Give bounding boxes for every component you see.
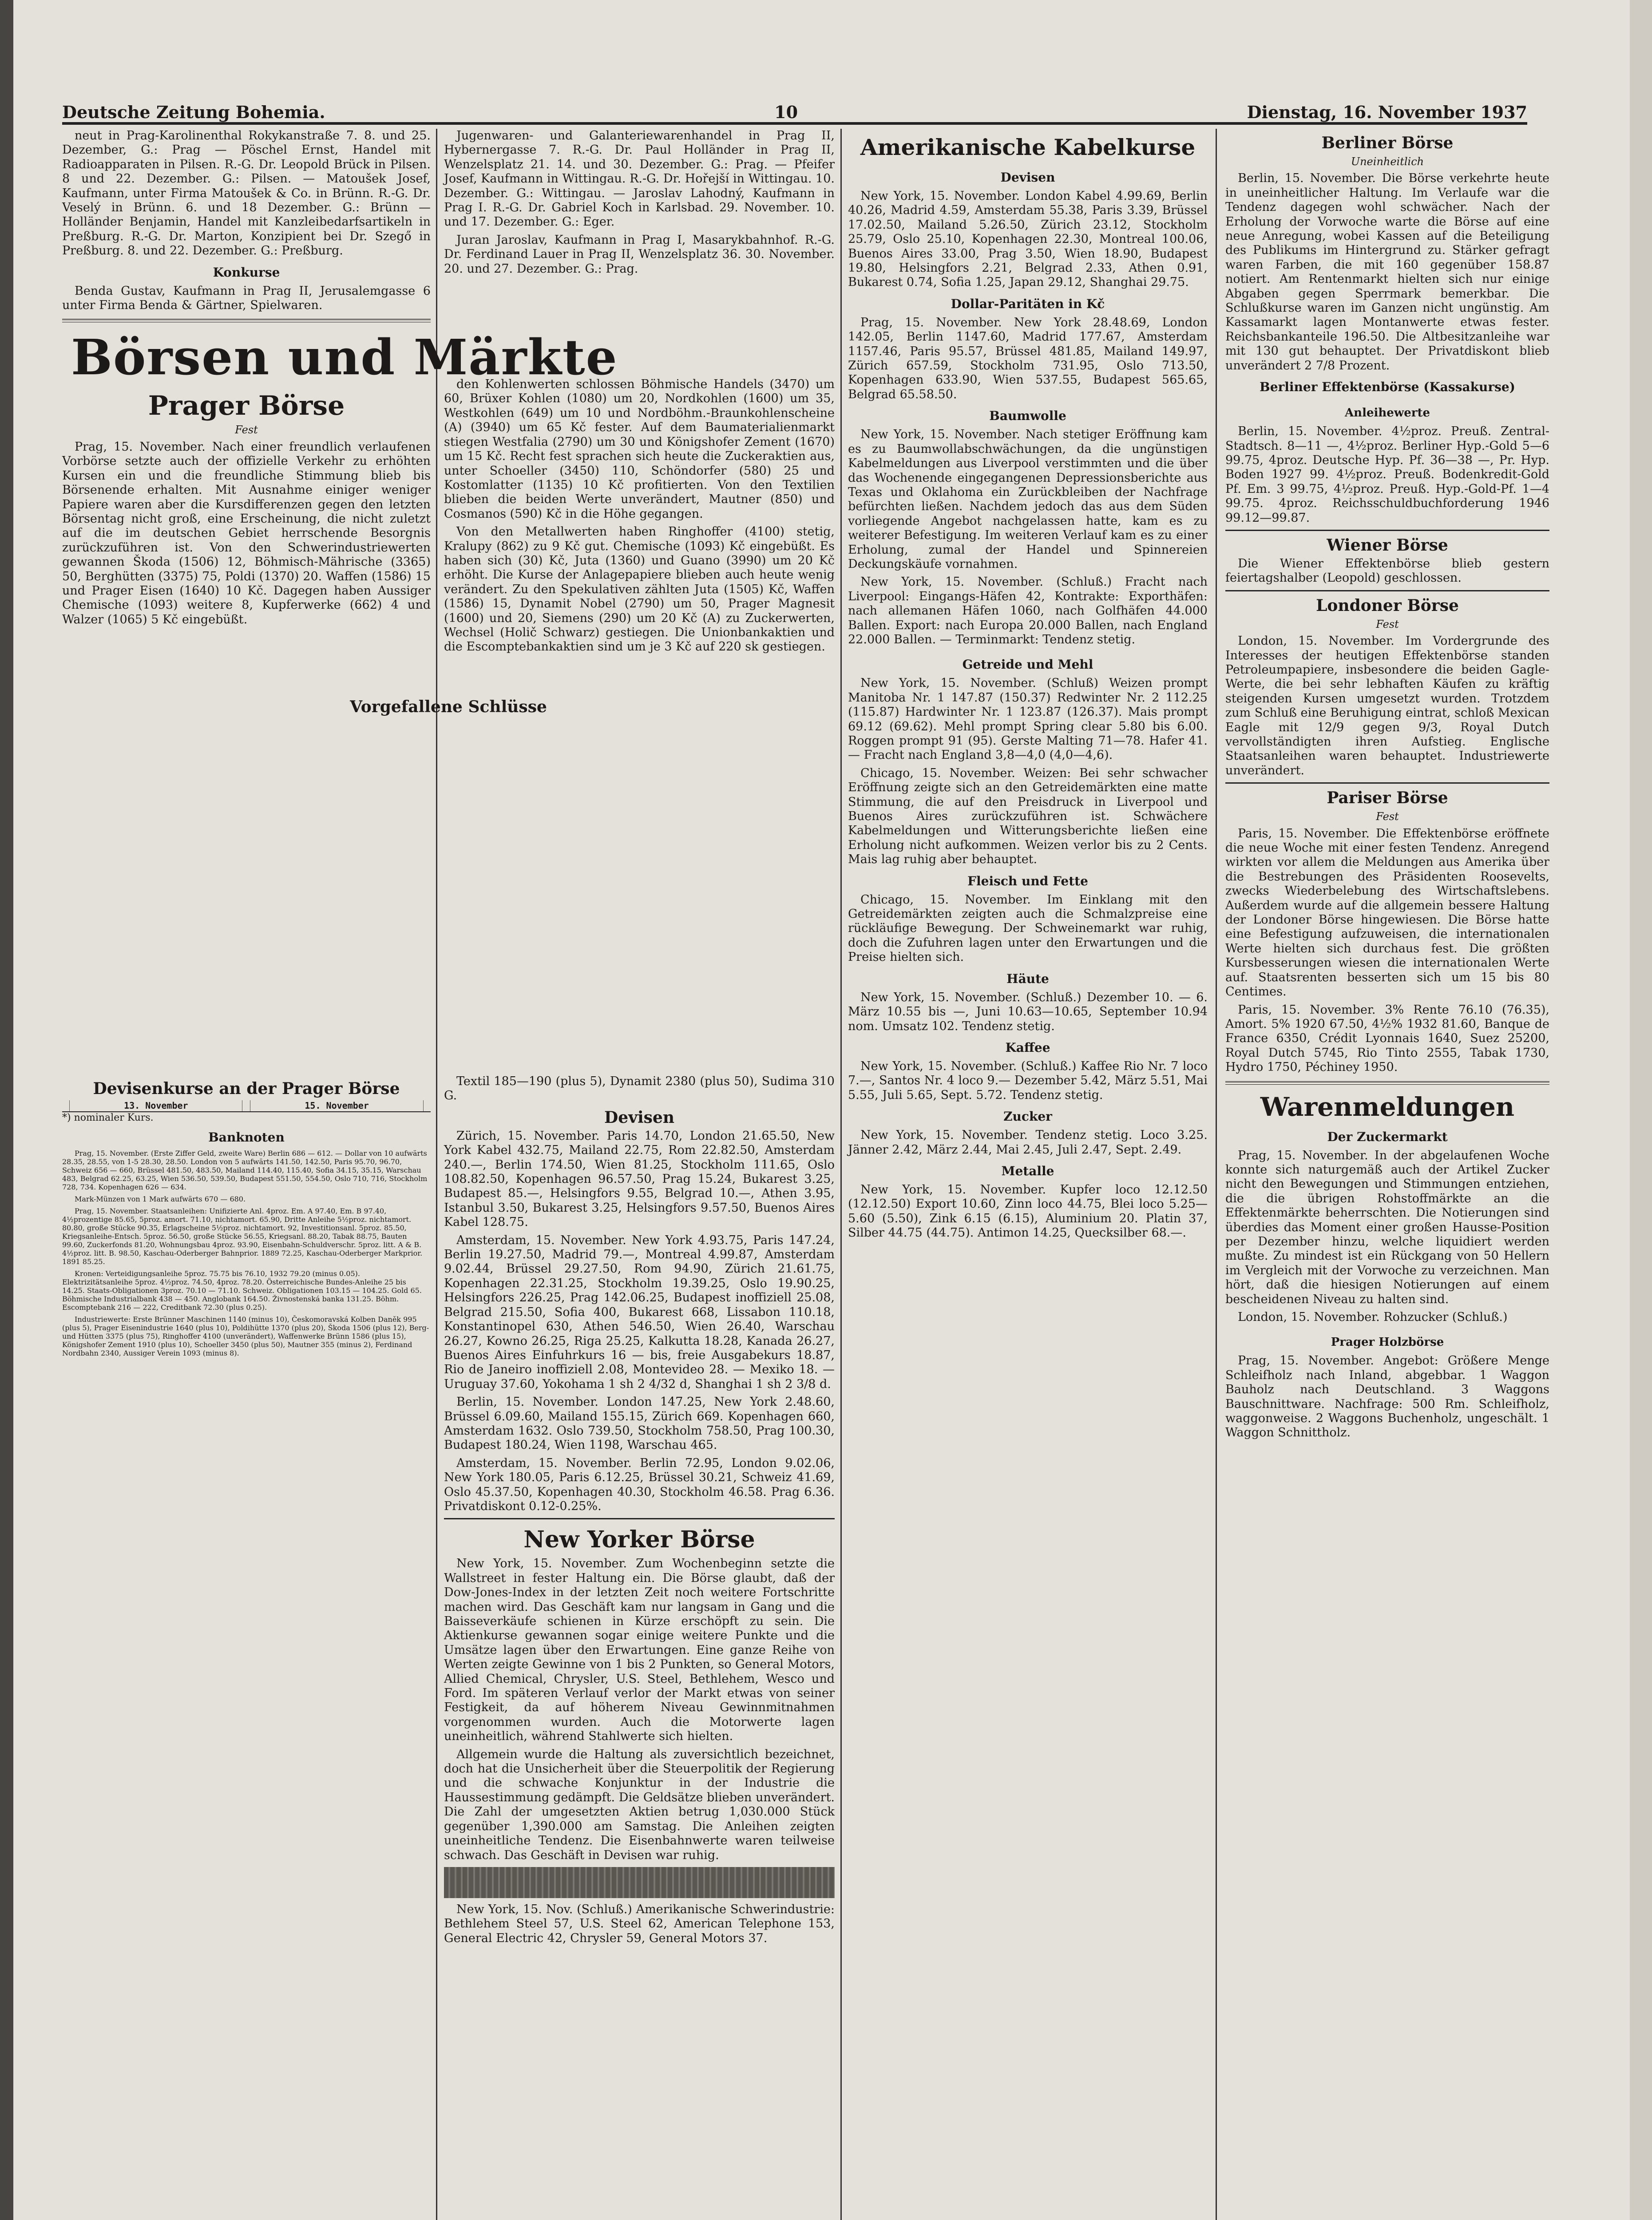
degraded-print: [444, 1867, 835, 1898]
article-text: Prag, 15. November. (Erste Ziffer Geld, zweite Ware) Berlin 686 — 612. — Dollar von 10 aufwärts 28.35, 28.55, von 1-5 28.30, 28.50. London von 5 aufwärts 141.50, 142.50, Paris 95.70, 96.70, Schweiz 656 — 660, Brüssel 481.50, 483.50, Mailand 114.40, 115.40, Sofia 34.15, 35.15, Warschau 483, Belgrad 62.25, 63.25, Wien 536.50, 539.50, Budapest 551.50, 554.50, Oslo 710, 716, Stockholm 728, 734. Kopenhagen 626 — 634.: [62, 1149, 428, 1191]
section-heading: Prager Börse: [148, 390, 345, 422]
section-subheading: Metalle: [1001, 1163, 1054, 1178]
section-subheading: Dollar-Paritäten in Kč: [951, 296, 1105, 311]
article-text: New York, 15. November. (Schluß.) Fracht nach Liverpool: Eingangs-Häfen 42, Kontrakte: Exporthäfen: nach allemanen Häfen 1060, nach Golfhäfen 44.000 Ballen. Export: nach Europa 20.000 Ballen, nach England 22.000 Ballen. — Terminmarkt: Tendenz stetig.: [848, 575, 1208, 646]
section-subheading: Baumwolle: [989, 408, 1066, 424]
section-subheading: Fest: [235, 424, 258, 436]
article-text: Prag, 15. November. Staatsanleihen: Unifizierte Anl. 4proz. Em. A 97.40, Em. B 97.40, 4½prozentige 85.65, 5proz. amort. 71.10, nichtamort. 65.90, Dritte Anleihe 5½proz. nichtamort. 80.80, große Stücke 90.35, Erlagscheine 5½proz. nichtamort. 92, Investitionsanl. 5proz. 85.50, Kriegsanleihe-Entsch. 5proz. 56.50, große Stücke 56.55, Kriegsanl. 88.20, Tabak 88.75, Bauten 99.60, Zuckerfonds 81.20, Wohnungsbau 4proz. 93.90, Eisenbahn-Schuldverschr. 5proz. litt. A & B. 4½proz. litt. B. 98.50, Kaschau-Oderberger Bahnprior. 1889 72.25, Kaschau-Oderberger Markprior. 1891 85.25.: [62, 1207, 423, 1266]
column-2-lower: [444, 1074, 835, 1949]
article-text: Amsterdam, 15. November. Berlin 72.95, London 9.02.06, New York 180.05, Paris 6.12.25, Brüssel 30.21, Schweiz 41.69, Oslo 45.37.50, Kopenhagen 40.30, Stockholm 46.58. Prag 6.36. Privatdiskont 0.12-0.25%.: [444, 1456, 835, 1513]
section-heading: Devisenkurse an der Prager Börse: [93, 1079, 400, 1098]
article-text: New York, 15. November. (Schluß.) Kaffee Rio Nr. 7 loco 7.—, Santos Nr. 4 loco 9.— Dezember 5.42, März 5.51, Mai 5.55, Juli 5.65, Sept. 5.72. Tendenz stetig.: [848, 1059, 1208, 1102]
section-heading: Vorgefallene Schlüsse: [350, 698, 547, 716]
section-subheading: Anleihewerte: [1345, 406, 1430, 420]
article-text: Industriewerte: Erste Brünner Maschinen 1140 (minus 10), Českomoravská Kolben Daněk 995 (plus 5), Prager Eisenindustrie 1640 (plus 10), Poldihütte 1370 (plus 20), Škoda 1506 (plus 12), Berg- und Hütten 3375 (plus 75), Ringhoffer 4100 (unverändert), Waffenwerke Brünn 1586 (plus 15), Königshofer Zement 1910 (plus 10), Schoeller 3450 (plus 50), Mautner 355 (minus 2), Ferdinand Nordbahn 2340, Aussiger Verein 1093 (minus 8).: [62, 1315, 429, 1357]
footnote: *) nominaler Kurs.: [62, 1112, 154, 1123]
devisen-block: [62, 1074, 431, 1361]
article-text: Amsterdam, 15. November. New York 4.93.75, Paris 147.24, Berlin 19.27.50, Madrid 79.—, Montreal 4.99.87, Amsterdam 9.02.44, Brüssel 29.27.50, Rom 94.90, Zürich 21.61.75, Kopenhagen 22.31.25, Stockholm 19.39.25, Oslo 19.90.25, Helsingfors 226.25, Prag 142.06.25, Budapest inoffiziell 25.08, Belgrad 215.50, Sofia 400, Bukarest 668, Lissabon 110.18, Konstantinopel 630, Athen 546.50, Wien 26.40, Warschau 26.27, Kowno 26.25, Riga 25.25, Kalkutta 18.28, Kanada 26.27, Buenos Aires Einfuhrkurs 16 — bis, freie Ausgabekurs 18.87, Rio de Janeiro inoffiziell 2.08, Montevideo 28. — Mexiko 18. — Uruguay 37.60, Yokohama 1 sh 2 4/32 d, Shanghai 1 sh 2 3/8 d.: [444, 1233, 835, 1391]
article-text: Die Wiener Effektenbörse blieb gestern feiertagshalber (Leopold) geschlossen.: [1225, 556, 1549, 585]
section-subheading: Der Zuckermarkt: [1327, 1129, 1448, 1144]
divider: [1225, 530, 1549, 531]
article-text: New York, 15. November. Zum Wochenbeginn setzte die Wallstreet in fester Haltung ein. Die Börse glaubt, daß der Dow-Jones-Index in der letzten Zeit noch weitere Fortschritte machen wird. Das Geschäft kam nur langsam in Gang und die Baisseverkäufe schienen in Kürze erschöpft zu sein. Die Aktienkurse gewannen sogar einige weitere Punkte und die Umsätze lagen über den Erwartungen. Eine ganze Reihe von Werten zeigte Gewinne von 1 bis 2 Punkten, so General Motors, Allied Chemical, Chrysler, U.S. Steel, Bethlehem, Wesco und Ford. Im späteren Verlauf verlor der Markt etwas von seiner Festigkeit, da auf höherem Niveau Gewinnmitnahmen vorgenommen wurden. Auch die Motorwerte lagen uneinheitlich, während Stahlwerte sich hielten.: [444, 1557, 835, 1744]
table-header: [242, 1100, 250, 1112]
article-text: Zürich, 15. November. Paris 14.70, London 21.65.50, New York Kabel 432.75, Mailand 22.75, Rom 22.82.50, Amsterdam 240.—, Berlin 174.50, Wien 81.25, Stockholm 111.65, Oslo 108.82.50, Kopenhagen 96.57.50, Prag 15.24, Bukarest 3.25, Budapest 85.—, Helsingfors 9.55, Belgrad 10.—, Athen 3.95, Istanbul 3.50, Bukarest 3.25, Helsingfors 9.57.50, Buenos Aires Kabel 128.75.: [444, 1129, 835, 1229]
section-heading: Konkurse: [213, 265, 280, 280]
column-rule: [436, 129, 437, 2220]
section-subheading: Getreide und Mehl: [962, 657, 1093, 672]
article-text: Chicago, 15. November. Im Einklang mit den Getreidemärkten zeigten auch die Schmalzpreise eine rückläufige Bewegung. Der Schweinemarkt war ruhig, doch die Zufuhren lagen unter den Erwartungen und die Preise hielten sich.: [848, 892, 1208, 964]
section-subheading: Fest: [1376, 618, 1399, 630]
section-heading: Warenmeldungen: [1260, 1091, 1515, 1122]
article-text: New York, 15. November. (Schluß.) Dezember 10. — 6. März 10.55 bis —, Juni 10.63—10.65, September 10.94 nom. Umsatz 102. Tendenz stetig.: [848, 990, 1208, 1033]
article-text: Prag, 15. November. New York 28.48.69, London 142.05, Berlin 1147.60, Madrid 177.67, Amsterdam 1157.46, Paris 95.57, Brüssel 481.85, Mailand 149.97, Zürich 657.59, Stockholm 731.95, Oslo 713.50, Kopenhagen 633.90, Wien 537.55, Budapest 565.65, Belgrad 65.58.50.: [848, 315, 1208, 401]
article-text: Prag, 15. November. Nach einer freundlich verlaufenen Vorbörse setzte auch der offizielle Verkehr zu erhöhten Kursen ein und die freundliche Stimmung blieb bis Börsenende erhalten. Mit Ausnahme einiger weniger Papiere waren aber die Kursdifferenzen gegen den letzten Börsentag nicht groß, eine Erscheinung, die nicht zuletzt auf die im deutschen Gebiet herrschende Besorgnis zurückzuführen ist. Von den Schwerindustriewerten gewannen Škoda (1506) 12, Böhmisch-Mährische (3365) 50, Berghütten (3375) 75, Poldi (1370) 20. Waffen (1586) 15 und Prager Eisen (1640) 10 Kč. Dagegen haben Aussiger Chemische (1093) weitere 8, Kupferwerke (662) 4 und Walzer (1065) 5 Kč eingebüßt.: [62, 440, 431, 626]
article-text: London, 15. November. Rohzucker (Schluß.): [1238, 1310, 1508, 1324]
article-text: New York, 15. November. Tendenz stetig. Loco 3.25. Jänner 2.42, März 2.44, Mai 2.45, Juli 2.47, Sept. 2.49.: [848, 1128, 1208, 1157]
article-text: Allgemein wurde die Haltung als zuversichtlich bezeichnet, doch hat die Unsicherheit über die Steuerpolitik der Regierung und die schwache Konjunktur in der Industrie die Haussestimmung gedämpft. Die Geldsätze blieben unverändert. Die Zahl der umgesetzten Aktien betrug 1,030.000 Stück gegenüber 1,390.000 am Samstag. Die Anleihen zeigten uneinheitliche Tendenz. Die Eisenbahnwerte waren teilweise schwach. Das Geschäft in Devisen war ruhig.: [444, 1747, 835, 1862]
notice-text: Juran Jaroslav, Kaufmann in Prag I, Masarykbahnhof. R.-G. Dr. Ferdinand Lauer in Prag II, Wenzelsplatz 36. 30. November. 20. und 27. Dezember. G.: Prag.: [444, 233, 835, 276]
notice-text: Benda Gustav, Kaufmann in Prag II, Jerusalemgasse 6 unter Firma Benda & Gärtner, Spielwaren.: [62, 284, 431, 313]
column-3: [848, 129, 1208, 2220]
section-heading: Wiener Börse: [1327, 535, 1448, 555]
article-text: Berlin, 15. November. London 147.25, New York 2.48.60, Brüssel 6.09.60, Mailand 155.15, Zürich 669. Kopenhagen 660, Amsterdam 1632. Oslo 739.50, Stockholm 758.50, Prag 100.30, Budapest 180.24, Wien 1198, Warschau 465.: [444, 1395, 835, 1452]
article-text: New York, 15. November. London Kabel 4.99.69, Berlin 40.26, Madrid 4.59, Amsterdam 55.38, Paris 3.39, Brüssel 17.02.50, Mailand 5.26.50, Zürich 23.12, Stockholm 25.79, Oslo 25.10, Kopenhagen 22.30, Montreal 100.06, Buenos Aires 33.00, Prag 3.50, Wien 18.90, Budapest 19.80, Helsingfors 2.21, Belgrad 2.33, Athen 0.91, Bukarest 0.74, Sofia 1.25, Japan 29.12, Shanghai 29.75.: [848, 189, 1208, 289]
page-header: [62, 91, 1527, 125]
table-header: [62, 1100, 70, 1112]
section-subheading: Zucker: [1003, 1109, 1052, 1124]
divider: [1225, 1081, 1549, 1085]
article-text: Prag, 15. November. Angebot: Größere Menge Schleifholz nach Inland, abgebbar. 1 Waggon Bauholz nach Deutschland. 3 Waggons Bauschnittware. Nachfrage: 500 Rm. Schleifholz, waggonweise. 2 Waggons Buchenholz, ungeschält. 1 Waggon Schnittholz.: [1225, 1354, 1549, 1440]
article-text: New York, 15. November. Nach stetiger Eröffnung kam es zu Baumwollabschwächungen, da die ungünstigen Kabelmeldungen aus Liverpool verstimmten und die über das Wochenende eingegangenen Depressionsberichte aus Texas und Oklahoma ein Zurückbleiben der Nachfrage befürchten ließen. Nachdem jedoch das aus dem Süden vorliegende Angebot nachgelassen hatte, kam es zu weiterer Befestigung. Im weiteren Verlauf kam es zu einer Erholung, zumal der Handel und Spinnereien Deckungskäufe vornahmen.: [848, 428, 1208, 571]
article-text: Mark-Münzen von 1 Mark aufwärts 670 — 680.: [75, 1195, 246, 1203]
main-title: Börsen und Märkte: [71, 329, 618, 386]
table-header: 15. November: [250, 1100, 423, 1112]
article-text: Kronen: Verteidigungsanleihe 5proz. 75.75 bis 76.10, 1932 79.20 (minus 0.05). Elektrizitätsanleihe 5proz. 4½proz. 74.50, 4proz. 78.20. Österreichische Bundes-Anleihe 25 bis 14.25. Staats-Obligationen 3proz. 70.10 — 71.10. Schweiz. Obligationen 103.15 — 104.25. Gold 65. Böhmische Industrialbank 438 — 450. Anglobank 164.50. Živnostenská banka 131.25. Böhm. Escomptebank 216 — 222, Creditbank 72.30 (plus 0.25).: [62, 1269, 422, 1312]
section-subheading: Fleisch und Fette: [967, 873, 1088, 888]
divider: [62, 319, 431, 322]
article-text: New York, 15. Nov. (Schluß.) Amerikanische Schwerindustrie: Bethlehem Steel 57, U.S. Steel 62, American Telephone 153, General Electric 42, Chrysler 59, General Motors 37.: [444, 1902, 835, 1945]
section-subheading: Kaffee: [1005, 1040, 1050, 1055]
column-4: [1225, 129, 1549, 2220]
section-subheading: Devisen: [1000, 170, 1055, 185]
section-heading: New Yorker Börse: [523, 1526, 755, 1554]
section-subheading: Uneinheitlich: [1351, 155, 1424, 168]
section-heading: Banknoten: [208, 1130, 285, 1145]
section-heading: Pariser Börse: [1327, 789, 1448, 808]
section-heading: Berliner Effektenbörse (Kassakurse): [1260, 380, 1515, 395]
column-rule: [1216, 129, 1217, 2220]
masthead: Deutsche Zeitung Bohemia.: [62, 102, 325, 122]
article-text: New York, 15. November. (Schluß) Weizen prompt Manitoba Nr. 1 147.87 (150.37) Redwinter Nr. 2 112.25 (115.87) Hardwinter Nr. 1 123.87 (126.37). Mais prompt 69.12 (69.62). Mehl prompt Spring clear 5.80 bis 6.00. Roggen prompt 91 (95). Gerste Malting 71—78. Hafer 41. — Fracht nach England 3,8—4,0 (4,0—4,6).: [848, 676, 1208, 762]
section-heading: Londoner Börse: [1316, 596, 1459, 615]
article-text: Berlin, 15. November. Die Börse verkehrte heute in uneinheitlicher Haltung. Im Verlaufe war die Tendenz dagegen wohl schwächer. Nach der Erholung der Vorwoche warte die Börse auf eine neue Anregung, wobei Kassen auf die Beteiligung des Publikums im Hintergrund zu. Stärker gefragt waren Farben, die mit 160 gegenüber 158.87 notiert. Am Rentenmarkt hielten sich nur einige Abgaben gegen Sperrmark bemerkbar. Die Schlußkurse waren im Ganzen nicht ungünstig. Am Kassamarkt lagen Montanwerte etwas fester. Reichsbankanteile 196.50. Die Altbesitzanleihe war mit 130 gut behauptet. Der Privatdiskont blieb unverändert 2 7/8 Prozent.: [1225, 171, 1549, 373]
column-rule: [840, 129, 842, 2220]
article-text: Chicago, 15. November. Weizen: Bei sehr schwacher Eröffnung zeigte sich an den Getreidemärkten eine matte Stimmung, die auf den Preisdruck in Liverpool und Buenos Aires zurückzuführen ist. Schwächere Kabelmeldungen und Witterungsberichte ließen eine Erholung nicht aufkommen. Weizen verlor bis zu 2 Cents. Mais lag ruhig aber behauptet.: [848, 766, 1208, 867]
section-subheading: Prager Holzbörse: [1331, 1336, 1444, 1349]
section-subheading: Fest: [1376, 810, 1399, 823]
table-header: [423, 1100, 431, 1112]
section-heading: Berliner Börse: [1321, 134, 1454, 152]
article-text: New York, 15. November. Kupfer loco 12.12.50 (12.12.50) Export 10.60, Zinn loco 44.75, Blei loco 5.25—5.60 (5.50), Zink 6.15 (6.15), Aluminium 20. Platin 37, Silber 44.75 (44.75). Antimon 14.25, Quecksilber 68.—.: [848, 1182, 1208, 1240]
section-heading: Devisen: [604, 1108, 675, 1127]
section-subheading: Häute: [1006, 971, 1049, 986]
article-text: London, 15. November. Im Vordergrunde des Interesses der heutigen Effektenbörse standen Petroleumpapiere, insbesondere die beiden Gagle-Werte, die bei sehr lebhaften Käufen zu kräftig steigenden Kursen umgesetzt wurden. Trotzdem zum Schluß eine Beruhigung eintrat, schloß Mexican Eagle mit 12/9 gegen 9/3, Royal Dutch vervollständigten ihren Aufstieg. Englische Staatsanleihen waren behauptet. Industriewerte unverändert.: [1225, 634, 1549, 777]
section-heading: Amerikanische Kabelkurse: [860, 134, 1196, 160]
issue-date: Dienstag, 16. November 1937: [1247, 102, 1527, 122]
divider: [444, 1518, 835, 1519]
notice-text: Jugenwaren- und Galanteriewarenhandel in Prag II, Hybernergasse 7. R.-G. Dr. Paul Holländer in Prag II, Wenzelsplatz 21. 14. und 30. Dezember. G.: Prag. — Pfeifer Josef, Kaufmann in Wittingau. R.-G. Dr. Hořejší in Wittingau. 10. Dezember. G.: Wittingau. — Jaroslav Lahodný, Kaufmann in Prag I. R.-G. Dr. Gabriel Koch in Karlsbad. 29. November. 10. und 17. Dezember. G.: Eger.: [444, 129, 835, 229]
table-header: 13. November: [70, 1100, 242, 1112]
article-text: Paris, 15. November. Die Effektenbörse eröffnete die neue Woche mit einer festen Tendenz. Anregend wirkten vor allem die Meldungen aus Amerika über die Bestrebungen des Präsidenten Roosevelts, zwecks Wiederbelebung des Wirtschaftslebens. Außerdem wurde auf die allgemein bessere Haltung der Londoner Börse hingewiesen. Die Börse hatte eine Befestigung aufzuweisen, die internationalen Werte hielten sich durchaus fest. Die größten Kursbesserungen wiesen die internationalen Werte auf. Staatsrenten besserten sich um 15 bis 80 Centimes.: [1225, 826, 1549, 999]
notice-text: neut in Prag-Karolinenthal Rokykanstraße 7. 8. und 25. Dezember, G.: Prag — Pöschel Ernst, Handel mit Radioapparaten in Pilsen. R.-G. Dr. Leopold Brück in Pilsen. 8 und 22. Dezember. G.: Pilsen. — Matoušek Josef, Kaufmann, unter Firma Matoušek & Co. in Brünn. R.-G. Dr. Veselý in Brünn. 6. und 18 Dezember. G.: Brünn — Holländer Benjamin, Handel mit Kanzleibedarfsartikeln in Preßburg. R.-G. Dr. Marton, Konzipient bei Dr. Szegő in Preßburg. 8. und 22. Dezember. G.: Preßburg.: [62, 129, 431, 258]
article-text: Von den Metallwerten haben Ringhoffer (4100) stetig, Kralupy (862) zu 9 Kč gut. Chemische (1093) Kč eingebüßt. Es haben sich (30) Kč, Juta (1360) und Guano (3990) um 20 Kč erhöht. Die Kurse der Anlagepapiere blieben auch heute wenig verändert. Zu den Spekulativen zählten Juta (1505) Kč, Waffen (1586) 15, Dynamit Nobel (2790) um 50, Prager Magnesit (1600) und 20, Siemens (290) um 20 Kč (A) zu Zuckerwerten, Wechsel (Holič Schwarz) gestiegen. Die Unionbankaktien und die Escomptebankaktien sind um je 3 Kč auf 220 sk gestiegen.: [444, 525, 835, 654]
article-text: Paris, 15. November. 3% Rente 76.10 (76.35), Amort. 5% 1920 67.50, 4½% 1932 81.60, Banque de France 6350, Crédit Lyonnais 1640, Suez 25200, Royal Dutch 5745, Rio Tinto 2555, Tabak 1730, Hydro 1750, Péchiney 1950.: [1225, 1003, 1549, 1074]
article-text: den Kohlenwerten schlossen Böhmische Handels (3470) um 60, Brüxer Kohlen (1080) um 20, Nordkohlen (1600) um 35, Westkohlen (649) um 10 und Nordböhm.-Braunkohlenscheine (A) (3940) um 65 Kč fester. Auf dem Baumaterialienmarkt stiegen Westfalia (2790) um 30 und Königshofer Zement (1670) um 15 Kč. Recht fest sprachen sich heute die Zuckeraktien aus, unter Schoeller (3450) 110, Schöndorfer (580) 25 und Kostomlatter (1135) 10 Kč profitierten. Von den Textilien blieben die beiden Werte unverändert, Mautner (850) und Cosmanos (590) Kč in die Höhe gegangen.: [444, 377, 835, 521]
devisenkurse-table: [62, 1100, 431, 1112]
article-text: Textil 185—190 (plus 5), Dynamit 2380 (plus 50), Sudima 310 G.: [444, 1074, 835, 1103]
article-text: Prag, 15. November. In der abgelaufenen Woche konnte sich naturgemäß auch der Artikel Zucker nicht den Bewegungen und Stimmungen entziehen, die die übrigen Rohstoffmärkte an die Effektenmärkte beherrschten. Die Notierungen sind überdies das Moment einer großen Hausse-Position per Dezember hinzu, welche liquidiert werden mußte. Zu mindest ist ein Rückgang von 50 Hellern im Vergleich mit der Vorwoche zu verzeichnen. Man hört, daß die hiesigen Notierungen auf einem bescheidenen Niveau zu halten sind.: [1225, 1148, 1549, 1306]
page-number: 10: [774, 102, 798, 122]
divider: [1225, 782, 1549, 784]
divider: [1225, 590, 1549, 591]
article-text: Berlin, 15. November. 4½proz. Preuß. Zentral-Stadtsch. 8—11 —, 4½proz. Berliner Hyp.-Gold 5—6 99.75, 4proz. Deutsche Hyp. Pf. 36—38 —, Pr. Hyp. Boden 1927 99. 4½proz. Preuß. Bodenkredit-Gold Pf. Em. 3 99.75, 4½proz. Preuß. Hyp.-Gold-Pf. 1—4 99.75. 4proz. Reichsschuldbuchforderung 1946 99.12—99.87.: [1225, 424, 1549, 525]
schluesse-block: [62, 693, 835, 718]
